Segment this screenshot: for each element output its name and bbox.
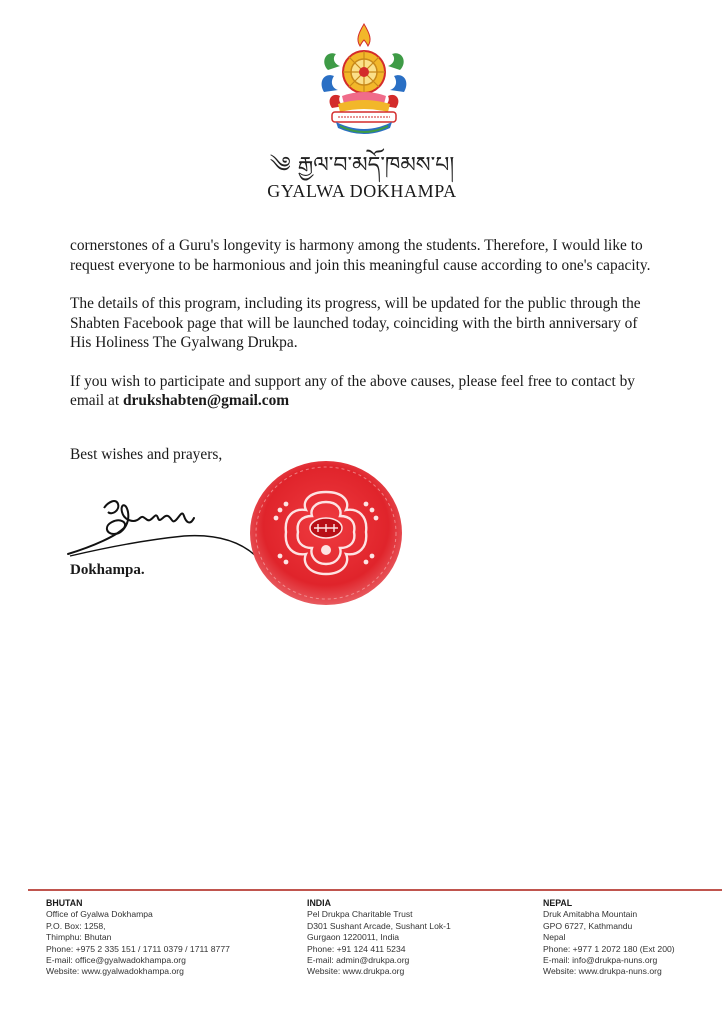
footer-heading: INDIA xyxy=(307,898,331,908)
footer-line: Phone: +975 2 335 151 / 1711 0379 / 1711 8777 xyxy=(46,943,230,954)
footer-heading: BHUTAN xyxy=(46,898,83,908)
paragraph-3-text: If you wish to participate and support any of the above causes, please feel free to contact by email at xyxy=(70,372,635,409)
footer-line: P.O. Box: 1258, xyxy=(46,920,106,931)
footer-nepal xyxy=(543,898,724,978)
paragraph-2: The details of this program, including its progress, will be updated for the public through the Shabten Facebook page that will be launched today, coinciding with the birth anniversary of His Holiness The Gyalwang Drukpa. xyxy=(70,295,641,351)
footer-line: Phone: +91 124 411 5234 xyxy=(307,943,406,954)
paragraph-3 xyxy=(70,372,660,411)
footer-line: D301 Sushant Arcade, Sushant Lok-1 xyxy=(307,920,451,931)
footer-line: Phone: +977 1 2072 180 (Ext 200) xyxy=(543,943,675,954)
brand-name: GYALWA DOKHAMPA xyxy=(267,181,457,201)
letter-body xyxy=(70,236,660,430)
signatory-name: Dokhampa. xyxy=(70,562,145,578)
footer-divider xyxy=(28,889,722,891)
footer-website[interactable]: Website: www.drukpa.org xyxy=(307,966,405,977)
footer-line: Pel Drukpa Charitable Trust xyxy=(307,909,413,920)
footer-heading: NEPAL xyxy=(543,898,573,908)
footer-email[interactable]: E-mail: admin@drukpa.org xyxy=(307,955,410,966)
footer-line: Druk Amitabha Mountain xyxy=(543,909,638,920)
footer-india xyxy=(307,898,537,978)
footer-line: Office of Gyalwa Dokhampa xyxy=(46,909,153,920)
footer-line: Nepal xyxy=(543,932,566,943)
tibetan-title: ༄ རྒྱལ་བ་མདོ་ཁམས་པ། xyxy=(269,153,455,178)
footer-line: Thimphu: Bhutan xyxy=(46,932,112,943)
footer-line: Gurgaon 1220011, India xyxy=(307,932,400,943)
footer-line: GPO 6727, Kathmandu xyxy=(543,920,633,931)
footer-website[interactable]: Website: www.gyalwadokhampa.org xyxy=(46,966,184,977)
closing-line: Best wishes and prayers, xyxy=(70,446,223,463)
footer-bhutan xyxy=(46,898,276,978)
footer-website[interactable]: Website: www.drukpa-nuns.org xyxy=(543,966,662,977)
footer-email[interactable]: E-mail: info@drukpa-nuns.org xyxy=(543,955,658,966)
paragraph-1: cornerstones of a Guru's longevity is harmony among the students. Therefore, I would like to request everyone to be harmonious and join this meaningful cause according to one's capacity. xyxy=(70,237,651,274)
red-seal xyxy=(246,458,406,608)
handwritten-signature xyxy=(64,488,264,568)
footer-email[interactable]: E-mail: office@gyalwadokhampa.org xyxy=(46,955,186,966)
emblem-logo xyxy=(318,22,410,140)
contact-email[interactable]: drukshabten@gmail.com xyxy=(123,392,290,409)
